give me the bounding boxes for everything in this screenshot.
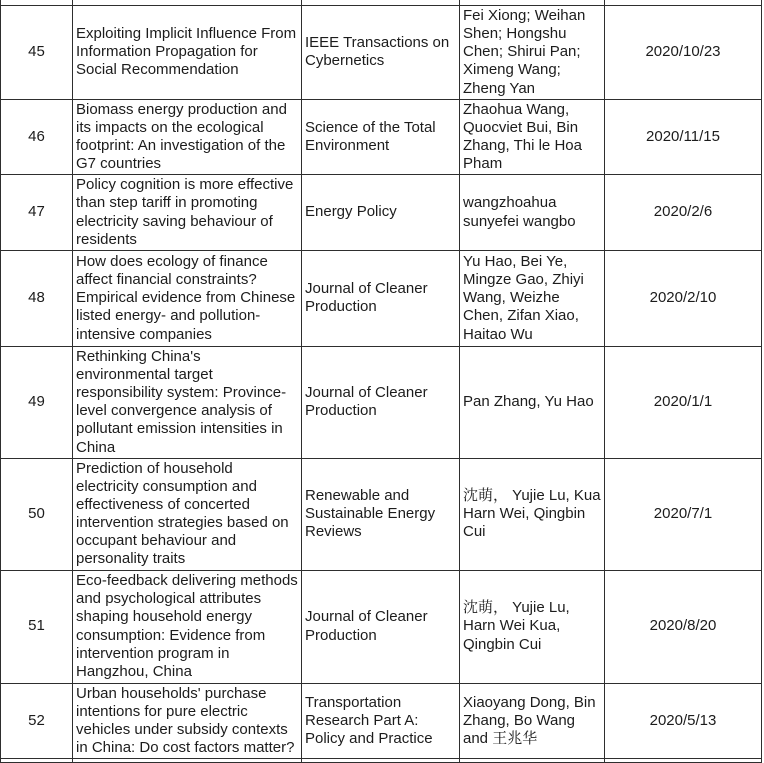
empty-cell	[605, 759, 762, 763]
row-index-cell: 51	[1, 570, 73, 683]
authors-cell: 沈萌， Yujie Lu, Kua Harn Wei, Qingbin Cui	[460, 458, 605, 570]
empty-cell	[73, 759, 302, 763]
row-index-cell: 45	[1, 6, 73, 100]
empty-cell	[460, 759, 605, 763]
table-row	[1, 570, 762, 683]
date-cell: 2020/8/20	[605, 570, 762, 683]
row-index-cell: 49	[1, 346, 73, 458]
authors-cell: wangzhoahua sunyefei wangbo	[460, 175, 605, 251]
date-cell: 2020/5/13	[605, 683, 762, 759]
authors-cell: Xiaoyang Dong, Bin Zhang, Bo Wang and 王兆华	[460, 683, 605, 759]
empty-cell	[302, 759, 460, 763]
title-cell: Prediction of household electricity consumption and effectiveness of concerted intervention strategies based on occupant behaviour and personality traits	[73, 458, 302, 570]
title-cell: How does ecology of finance affect financial constraints? Empirical evidence from Chinese listed energy- and pollution-intensive companies	[73, 250, 302, 346]
date-cell: 2020/7/1	[605, 458, 762, 570]
title-cell: Rethinking China's environmental target responsibility system: Province-level convergence analysis of pollutant emission intensities in China	[73, 346, 302, 458]
title-cell: Policy cognition is more effective than step tariff in promoting electricity saving behaviour of residents	[73, 175, 302, 251]
row-index-cell: 46	[1, 99, 73, 175]
table-row	[1, 346, 762, 458]
row-index-cell: 47	[1, 175, 73, 251]
journal-cell: Science of the Total Environment	[302, 99, 460, 175]
table-row	[1, 683, 762, 759]
authors-cell: Fei Xiong; Weihan Shen; Hongshu Chen; Shirui Pan; Ximeng Wang; Zheng Yan	[460, 6, 605, 100]
table-row	[1, 458, 762, 570]
journal-cell: IEEE Transactions on Cybernetics	[302, 6, 460, 100]
authors-cell: 沈萌， Yujie Lu, Harn Wei Kua, Qingbin Cui	[460, 570, 605, 683]
authors-cell: Yu Hao, Bei Ye, Mingze Gao, Zhiyi Wang, Weizhe Chen, Zifan Xiao, Haitao Wu	[460, 250, 605, 346]
table-row	[1, 175, 762, 251]
table-row	[1, 250, 762, 346]
authors-cell: Zhaohua Wang, Quocviet Bui, Bin Zhang, Thi le Hoa Pham	[460, 99, 605, 175]
date-cell: 2020/2/6	[605, 175, 762, 251]
journal-cell: Transportation Research Part A: Policy and Practice	[302, 683, 460, 759]
empty-cell	[1, 759, 73, 763]
journal-cell: Energy Policy	[302, 175, 460, 251]
journal-cell: Journal of Cleaner Production	[302, 250, 460, 346]
row-index-cell: 52	[1, 683, 73, 759]
title-cell: Eco-feedback delivering methods and psychological attributes shaping household energy consumption: Evidence from intervention program in Hangzhou, China	[73, 570, 302, 683]
date-cell: 2020/11/15	[605, 99, 762, 175]
title-cell: Biomass energy production and its impacts on the ecological footprint: An investigation of the G7 countries	[73, 99, 302, 175]
title-cell: Exploiting Implicit Influence From Information Propagation for Social Recommendation	[73, 6, 302, 100]
authors-cell: Pan Zhang, Yu Hao	[460, 346, 605, 458]
journal-cell: Journal of Cleaner Production	[302, 570, 460, 683]
table-row	[1, 6, 762, 100]
date-cell: 2020/1/1	[605, 346, 762, 458]
journal-cell: Renewable and Sustainable Energy Reviews	[302, 458, 460, 570]
journal-cell: Journal of Cleaner Production	[302, 346, 460, 458]
row-index-cell: 50	[1, 458, 73, 570]
date-cell: 2020/10/23	[605, 6, 762, 100]
row-index-cell: 48	[1, 250, 73, 346]
partial-row-below	[1, 759, 762, 763]
table-row	[1, 99, 762, 175]
date-cell: 2020/2/10	[605, 250, 762, 346]
title-cell: Urban households' purchase intentions for pure electric vehicles under subsidy contexts in China: Do cost factors matter?	[73, 683, 302, 759]
